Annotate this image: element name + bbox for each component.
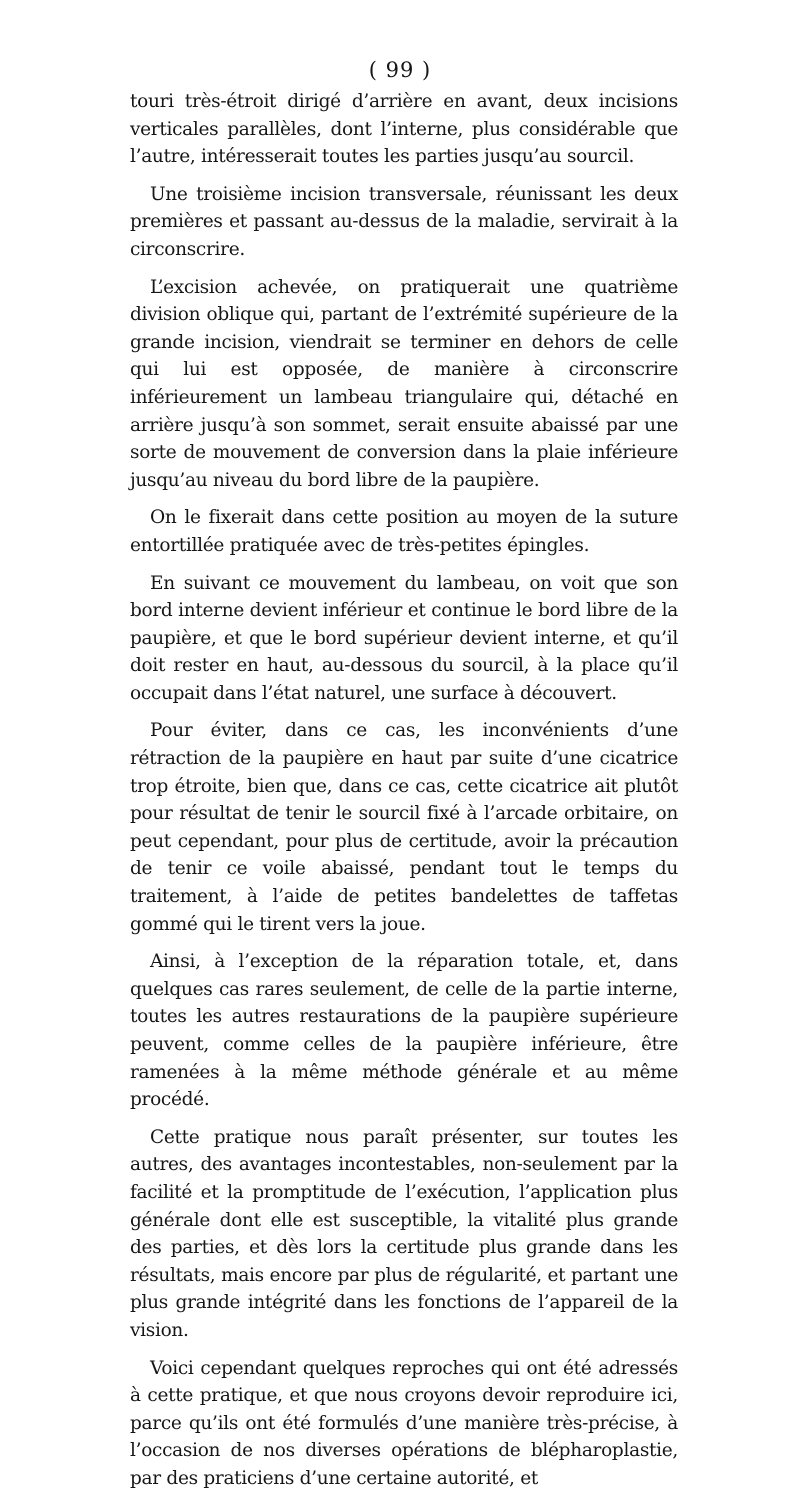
paragraph: Cette pratique nous paraît présenter, sur toutes les autres, des avantages incontestables, non-seulement par la facilité et la promptitude de l’exécution, l’application plus générale dont elle est susceptible, la vitalité plus grande des parties, et dès lors la certitude plus grande dans les résultats, mais encore par plus de régularité, et partant une plus grande intégrité dans les fonctions de l’appareil de la vision. (130, 1126, 678, 1341)
paragraph: Pour éviter, dans ce cas, les inconvénients d’une rétraction de la paupière en haut par suite d’une cicatrice trop étroite, bien que, dans ce cas, cette cicatrice ait plutôt pour résultat de tenir le sourcil fixé à l’arcade orbitaire, on peut cependant, pour plus de certitude, avoir la précaution de tenir ce voile abaissé, pendant tout le temps du traitement, à l’aide de petites bandelettes de taffetas gommé qui le tirent vers la joue. (130, 720, 678, 935)
page-number: ( 99 ) (368, 58, 432, 82)
paragraph: En suivant ce mouvement du lambeau, on voit que son bord interne devient inférieur et continue le bord libre de la paupière, et que le bord supérieur devient interne, et qu’il doit rester en haut, au-dessous du sourcil, à la place qu’il occupait dans l’état naturel, une surface à découvert. (130, 572, 678, 704)
paragraph: Une troisième incision transversale, réunissant les deux premières et passant au-dessus de la maladie, servirait à la circonscrire. (130, 183, 678, 260)
body-text (130, 88, 678, 1503)
paragraph: Ainsi, à l’exception de la réparation totale, et, dans quelques cas rares seulement, de celle de la partie interne, toutes les autres restaurations de la paupière supérieure peuvent, comme celles de la paupière inférieure, être ramenées à la même méthode générale et au même procédé. (130, 951, 678, 1111)
paragraph-continuation: touri très-étroit dirigé d’arrière en avant, deux incisions verticales parallèles, dont l’interne, plus considérable que l’autre, intéresserait toutes les parties jusqu’au sourcil. (130, 91, 678, 168)
paragraph: Voici cependant quelques reproches qui ont été adressés à cette pratique, et que nous croyons devoir reproduire ici, parce qu’ils ont été formulés d’une manière très-précise, à l’occasion de nos diverses opérations de blépharoplastie, par des praticiens d’une certaine autorité, et (130, 1357, 678, 1489)
paragraph: L’excision achevée, on pratiquerait une quatrième division oblique qui, partant de l’extrémité supérieure de la grande incision, viendrait se terminer en dehors de celle qui lui est opposée, de manière à circonscrire inférieurement un lambeau triangulaire qui, détaché en arrière jusqu’à son sommet, serait ensuite abaissé par une sorte de mouvement de conversion dans la plaie inférieure jusqu’au niveau du bord libre de la paupière. (130, 276, 678, 491)
paragraph: On le fixerait dans cette position au moyen de la suture entortillée pratiquée avec de très-petites épingles. (130, 507, 678, 556)
